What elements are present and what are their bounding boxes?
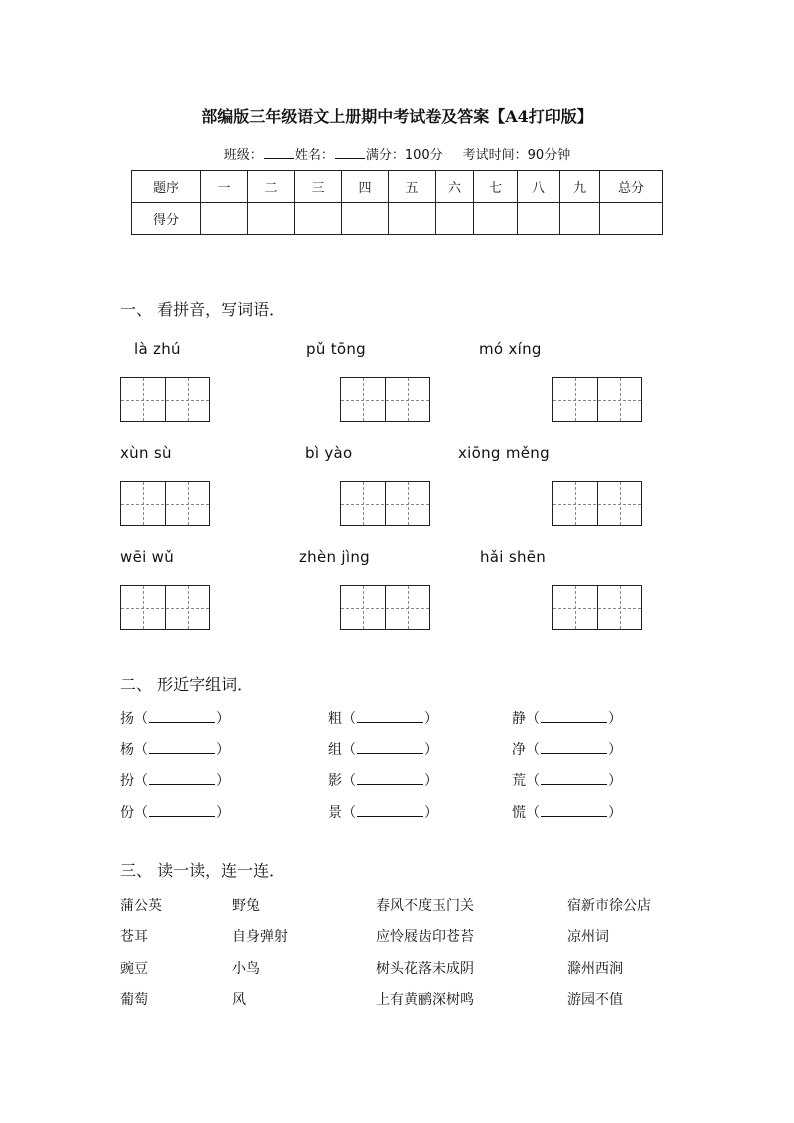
exam-info-line xyxy=(0,144,794,163)
score-cell[interactable] xyxy=(474,203,518,235)
match-item[interactable]: 野兔 xyxy=(232,898,260,914)
score-col: 二 xyxy=(248,171,295,203)
score-col: 四 xyxy=(342,171,389,203)
writing-grid[interactable] xyxy=(552,585,642,630)
score-col: 三 xyxy=(295,171,342,203)
pinyin-label: xùn sù xyxy=(120,444,172,462)
word-item: 组（ ） xyxy=(328,742,438,758)
full-score: 满分：100分 xyxy=(365,148,443,163)
class-label: 班级： xyxy=(223,148,263,163)
writing-grid[interactable] xyxy=(340,585,430,630)
score-cell[interactable] xyxy=(248,203,295,235)
score-col: 一 xyxy=(201,171,248,203)
match-item[interactable]: 春风不度玉门关 xyxy=(376,898,474,914)
section2-heading: 二、 形近字组词． xyxy=(120,675,254,694)
writing-grid[interactable] xyxy=(120,481,210,526)
score-header-label: 题序 xyxy=(132,171,201,203)
match-item[interactable]: 树头花落未成阴 xyxy=(376,961,474,977)
word-item: 荒（ ） xyxy=(512,773,622,789)
name-label: 姓名： xyxy=(294,148,334,163)
score-cell[interactable] xyxy=(518,203,560,235)
pinyin-label: mó xíng xyxy=(479,340,542,358)
match-item[interactable]: 宿新市徐公店 xyxy=(567,898,651,914)
match-item[interactable]: 游园不值 xyxy=(567,992,623,1008)
score-col: 五 xyxy=(389,171,436,203)
score-table xyxy=(131,170,663,235)
score-cell[interactable] xyxy=(201,203,248,235)
score-row-label: 得分 xyxy=(132,203,201,235)
word-item: 扮（ ） xyxy=(120,773,230,789)
writing-grid[interactable] xyxy=(340,377,430,422)
section3-heading: 三、 读一读，连一连． xyxy=(120,861,286,880)
score-col: 七 xyxy=(474,171,518,203)
writing-grid[interactable] xyxy=(340,481,430,526)
score-col: 八 xyxy=(518,171,560,203)
score-col: 六 xyxy=(436,171,474,203)
match-item[interactable]: 苍耳 xyxy=(120,929,148,945)
score-table-score-row xyxy=(132,203,663,235)
pinyin-label: wēi wǔ xyxy=(120,548,175,566)
score-cell[interactable] xyxy=(600,203,663,235)
word-item: 影（ ） xyxy=(328,773,438,789)
score-cell[interactable] xyxy=(560,203,600,235)
writing-grid[interactable] xyxy=(552,481,642,526)
writing-grid[interactable] xyxy=(120,377,210,422)
pinyin-label: là zhú xyxy=(134,340,181,358)
match-item[interactable]: 蒲公英 xyxy=(120,898,162,914)
score-cell[interactable] xyxy=(436,203,474,235)
section1-heading: 一、 看拼音，写词语． xyxy=(120,300,286,319)
match-item[interactable]: 豌豆 xyxy=(120,961,148,977)
word-item: 粗（ ） xyxy=(328,711,438,727)
word-item: 扬（ ） xyxy=(120,711,230,727)
score-table-header-row xyxy=(132,171,663,203)
match-item[interactable]: 葡萄 xyxy=(120,992,148,1008)
score-cell[interactable] xyxy=(342,203,389,235)
pinyin-label: pǔ tōng xyxy=(306,340,366,358)
writing-grid[interactable] xyxy=(552,377,642,422)
pinyin-label: bì yào xyxy=(305,444,353,462)
score-col-total: 总分 xyxy=(600,171,663,203)
word-item: 杨（ ） xyxy=(120,742,230,758)
class-blank[interactable] xyxy=(264,146,294,159)
score-cell[interactable] xyxy=(295,203,342,235)
match-item[interactable]: 风 xyxy=(232,992,246,1008)
match-item[interactable]: 上有黄鹂深树鸣 xyxy=(376,992,474,1008)
pinyin-label: hǎi shēn xyxy=(480,548,547,566)
writing-grid[interactable] xyxy=(120,585,210,630)
score-col: 九 xyxy=(560,171,600,203)
score-cell[interactable] xyxy=(389,203,436,235)
word-item: 净（ ） xyxy=(512,742,622,758)
pinyin-label: xiōng měng xyxy=(458,444,550,462)
pinyin-label: zhèn jìng xyxy=(299,548,370,566)
name-blank[interactable] xyxy=(335,146,365,159)
word-item: 景（ ） xyxy=(328,805,438,821)
match-item[interactable]: 自身弹射 xyxy=(232,929,288,945)
word-item: 份（ ） xyxy=(120,805,230,821)
match-item[interactable]: 小鸟 xyxy=(232,961,260,977)
word-item: 慌（ ） xyxy=(512,805,622,821)
word-item: 静（ ） xyxy=(512,711,622,727)
match-item[interactable]: 滁州西涧 xyxy=(567,961,623,977)
exam-time: 考试时间：90分钟 xyxy=(462,148,571,163)
page-title: 部编版三年级语文上册期中考试卷及答案【A4打印版】 xyxy=(201,107,593,126)
match-item[interactable]: 凉州词 xyxy=(567,929,609,945)
match-item[interactable]: 应怜屐齿印苍苔 xyxy=(376,929,474,945)
